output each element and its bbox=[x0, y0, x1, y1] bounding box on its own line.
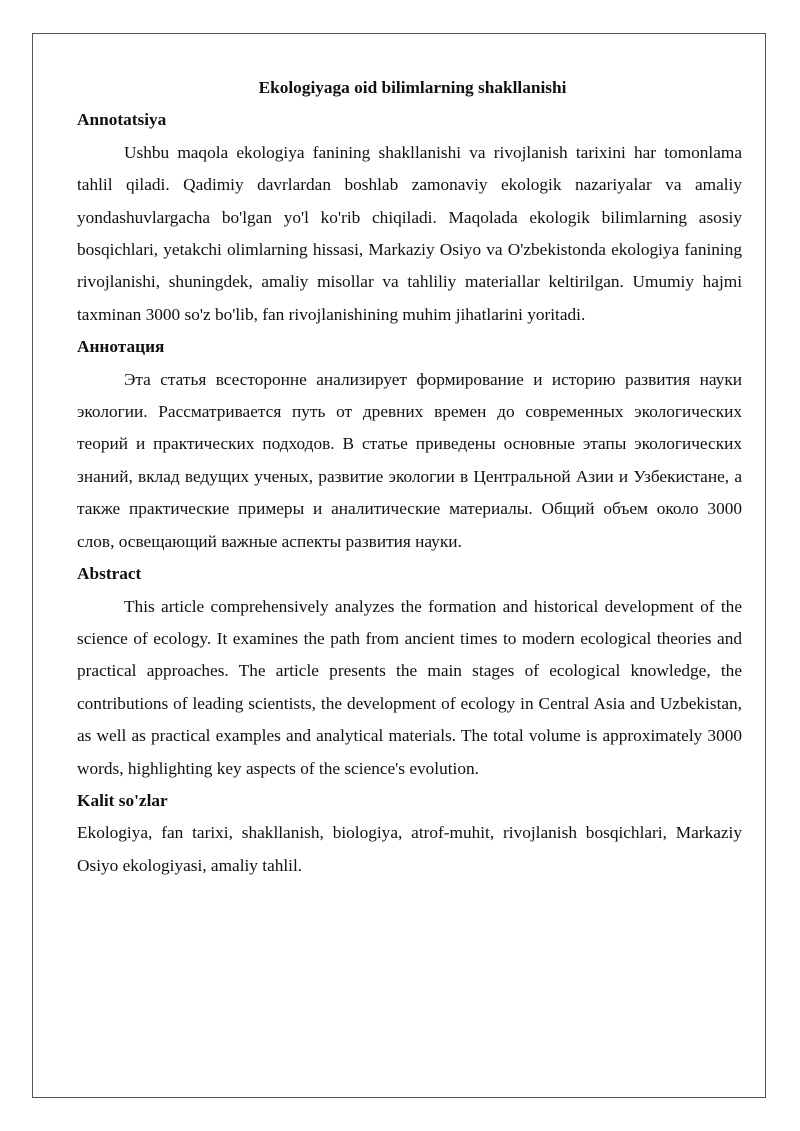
document-title: Ekologiyaga oid bilimlarning shakllanishi bbox=[258, 78, 567, 97]
section-heading-annotatsiya-ru: Аннотация bbox=[77, 337, 165, 357]
document-body bbox=[77, 72, 742, 882]
section-heading-keywords: Kalit so'zlar bbox=[77, 790, 168, 810]
section-heading-annotatsiya: Annotatsiya bbox=[77, 110, 167, 130]
section-heading-abstract: Abstract bbox=[77, 564, 142, 584]
section-text-keywords: Ekologiya, fan tarixi, shakllanish, biologiya, atrof-muhit, rivojlanish bosqichlari, Markaziy Osiyo ekologiyasi, amaliy tahlil. bbox=[77, 823, 742, 875]
section-text-annotatsiya: Ushbu maqola ekologiya fanining shakllanishi va rivojlanish tarixini har tomonlama tahlil qiladi. Qadimiy davrlardan boshlab zamonaviy ekologik nazariyalar va amaliy yondashuvlargacha bo'lgan yo'l ko'rib chiqiladi. Maqolada ekologik bilimlarning asosiy bosqichlari, yetakchi olimlarning hissasi, Markaziy Osiyo va O'zbekistonda ekologiya fanining rivojlanishi, shuningdek, amaliy misollar va tahliliy materiallar keltirilgan. Umumiy hajmi taxminan 3000 so'z bo'lib, fan rivojlanishining muhim jihatlarini yoritadi. bbox=[77, 142, 742, 324]
section-text-annotatsiya-ru: Эта статья всесторонне анализирует формирование и историю развития науки экологии. Рассматривается путь от древних времен до современных экологических теорий и практических подходов. В статье приведены основные этапы экологических знаний, вклад ведущих ученых, развитие экологии в Центральной Азии и Узбекистане, а также практические примеры и аналитические материалы. Общий объем около 3000 слов, освещающий важные аспекты развития науки. bbox=[77, 369, 742, 551]
section-text-abstract: This article comprehensively analyzes the formation and historical development of the science of ecology. It examines the path from ancient times to modern ecological theories and practical approaches. The article presents the main stages of ecological knowledge, the contributions of leading scientists, the development of ecology in Central Asia and Uzbekistan, as well as practical examples and analytical materials. The total volume is approximately 3000 words, highlighting key aspects of the science's evolution. bbox=[77, 596, 742, 778]
